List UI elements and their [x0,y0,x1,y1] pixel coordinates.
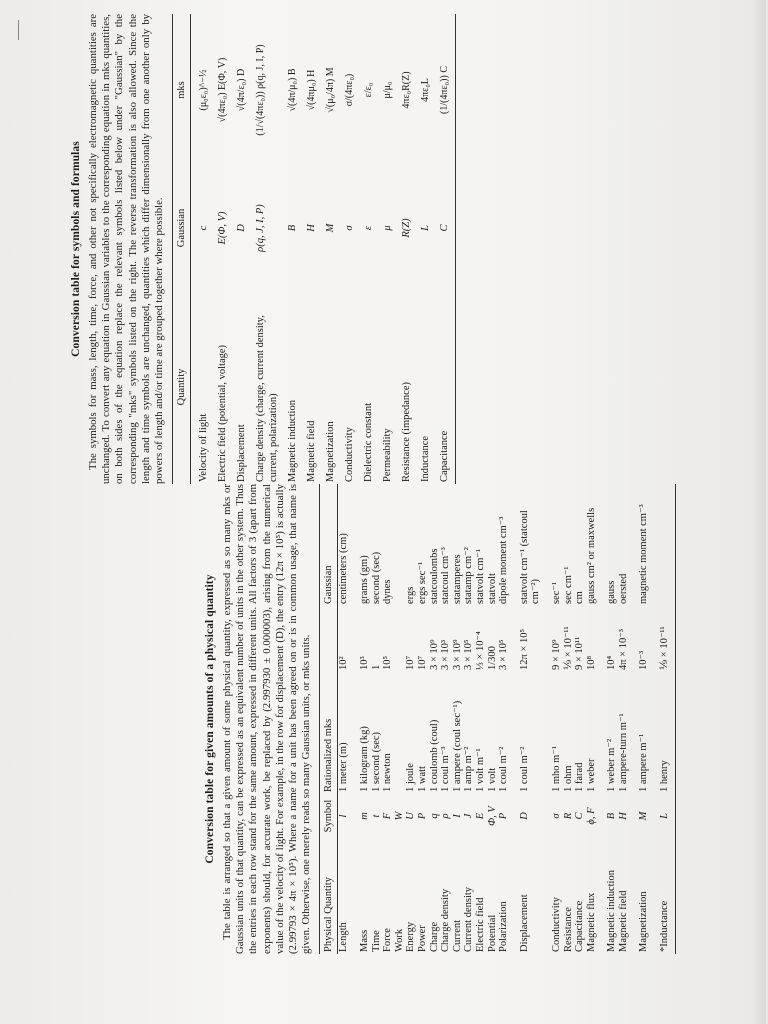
mks-cell: 1 ampere m⁻¹ [638,733,650,792]
factor-cell: 4π × 10⁻³ [617,629,629,670]
factor-cell: 10⁵ [382,655,394,670]
quantity-cell: Magnetic induction [287,400,299,482]
symbol-cell: J [463,813,475,819]
symbol-cell: C [574,812,586,820]
right-section [0,14,768,484]
symbol-cell: ϕ, F [585,807,597,825]
quantity-cell: Permeability [382,428,394,482]
table-row [405,484,417,954]
right-title: Conversion table for symbols and formulas [70,141,82,357]
mks-cell: √(4πε₀) E(Φ, V) [217,57,229,123]
mks-cell: 1 coul m⁻³ [440,746,452,792]
mks-cell: √(4πμ₀) H [306,69,318,111]
quantity-cell: Capacitance [432,290,456,484]
gaussian-cell: statamp cm⁻² [463,547,475,604]
header-mks: mks [173,14,191,166]
mks-cell: 1 amp m⁻² [463,746,475,792]
symbol-cell: Φ, V [486,806,498,826]
factor-cell: 1 [370,664,382,670]
table-row [413,14,432,484]
gaussian-cell: B [287,224,299,232]
factor-cell: 3 × 10⁵ [463,639,475,670]
mks-cell: 1 ampere-turn m⁻¹ [617,713,629,792]
quantity-cell: *Inductance [650,838,675,954]
mks-cell: 1 newton [382,753,394,792]
left-section [0,484,768,954]
table-row [650,484,675,954]
factor-cell: 1/300 [486,646,498,670]
gaussian-cell: magnetic moment cm⁻³ [638,504,650,604]
table-header-row [320,484,338,954]
table-row [280,14,299,484]
mks-cell: 1 weber m⁻² [606,738,618,792]
table-row [229,14,248,484]
table-row [563,484,575,954]
factor-cell: 3 × 10⁹ [428,639,440,670]
symbol-cell: H [617,812,629,820]
right-intro: The symbols for mass, length, time, force, and other not specifically electromagnetic quantities are unchanged. To convert any equation in Gaussian variables to the corresponding equation in mks quantities, on both sides of the equation replace the relevant symbols listed below under "Gaussian" by the corresponding "mks" symbols listed on the right. The reverse transformation is also allowed. Since the length and time symbols are unchanged, quantities which differ dimensionally from one another only by powers of length and/or time are grouped together where possible. [87,14,166,484]
header-rationalized-mks: Rationalized mks [320,672,338,794]
gaussian-cell: ergs sec⁻¹ [416,561,428,604]
mks-cell: 4πε₀R(Z) [401,71,413,109]
mks-cell: 1 meter (m) [338,742,350,792]
table-row [429,484,441,954]
quantity-cell: Electric field [474,897,486,952]
factor-cell: ⅑ × 10⁻¹¹ [650,606,675,672]
mks-cell: 1 second (sec) [370,731,382,792]
quantity-cell: Polarization [498,901,510,952]
mks-cell [394,672,406,794]
table-row [629,484,650,954]
symbol-cell: l [338,814,350,818]
symbol-cell: U [405,812,417,820]
table-row [432,14,456,484]
gaussian-cell: statcoul cm⁻³ [440,547,452,604]
table-row [394,484,406,954]
quantity-cell: Time [370,930,382,952]
quantity-cell: Magnetic flux [585,892,597,952]
symbol-cell: I [451,814,463,818]
mks-cell: 1 mho m⁻¹ [550,745,562,792]
table-row [371,484,383,954]
mks-cell: 1 kilogram (kg) [359,726,371,792]
symbol-cell: m [359,812,371,820]
gaussian-cell: ρ(q, J, I, P) [255,204,267,252]
gaussian-cell: second (sec) [370,551,382,604]
factor-cell: 3 × 10⁵ [498,639,510,670]
table-row [618,484,630,954]
mks-cell: 1 coul m⁻² [498,746,510,792]
symbol-cell: W [393,811,405,821]
gaussian-cell: centimeters (cm) [338,533,350,604]
table-row [463,484,475,954]
symbol-cell: ρ [440,813,452,819]
table-row [452,484,464,954]
table-row [586,484,598,954]
table-row [382,484,394,954]
factor-cell: 9 × 10¹¹ [574,636,586,670]
table-row [350,484,371,954]
quantity-cell: Mass [359,929,371,952]
mks-cell: 1 ohm [562,765,574,792]
symbol-cell: M [638,811,650,821]
mks-cell: 1 volt m⁻¹ [474,748,486,792]
mks-cell: (μ₀ε₀)^−½ [198,69,210,111]
table-row [542,484,563,954]
quantity-cell: Magnetic induction [606,870,618,952]
mks-cell: 1 henry [650,672,675,794]
symbol-cell: σ [550,813,562,819]
symbol-cell: q [428,813,440,819]
table-row [574,484,586,954]
table-row [597,484,618,954]
table-row [299,14,318,484]
mks-cell: 1 joule [405,763,417,792]
factor-cell: 10⁷ [405,655,417,670]
factor-cell [394,606,406,672]
table-row [337,14,356,484]
quantity-cell: Length [338,922,350,952]
mks-cell: 1 volt [486,767,498,792]
gaussian-cell: oersted [617,573,629,604]
header-factor [320,606,338,672]
quantity-cell: Force [382,928,394,952]
quantity-cell: Displacement [518,894,530,952]
header-symbol: Symbol [320,794,338,838]
factor-cell: 10³ [359,656,371,670]
table-row [248,14,280,484]
factor-cell: 9 × 10⁹ [550,639,562,670]
quantity-cell: Displacement [236,424,248,482]
factor-cell: 3 × 10⁹ [451,639,463,670]
mks-cell: 1 watt [416,766,428,792]
quantity-conversion-table [319,484,675,954]
quantity-cell: Potential [486,914,498,952]
gaussian-cell: C [432,166,456,290]
gaussian-cell: statvolt cm⁻¹ (statcoul cm⁻²) [518,510,542,604]
gaussian-cell: L [420,225,432,231]
factor-cell: 10⁸ [585,655,597,670]
gaussian-cell: dynes [382,579,394,604]
symbol-cell: F [382,812,394,820]
quantity-cell: Magnetization [325,421,337,482]
mks-cell: (1/√(4πε₀)) ρ(q, J, I, P) [255,44,267,136]
quantity-cell: Charge [428,921,440,952]
factor-cell: 10² [338,656,350,670]
quantity-cell: Conductivity [550,897,562,952]
factor-cell: 12π × 10⁵ [518,628,530,670]
table-row [356,14,375,484]
gaussian-cell: M [325,223,337,233]
quantity-cell: Charge density [440,888,452,952]
table-row [475,484,487,954]
table-row [318,14,337,484]
quantity-cell: Work [393,928,405,952]
mks-cell: σ/(4πε₀) [344,73,356,107]
quantity-cell: Power [416,925,428,952]
quantity-cell: Current [451,919,463,952]
quantity-cell: Velocity of light [198,413,210,482]
quantity-cell: Inductance [420,435,432,482]
quantity-cell: Dielectric constant [363,402,375,482]
quantity-cell: Electric field (potential, voltage) [217,344,229,482]
gaussian-cell: D [236,224,248,232]
quantity-cell: Resistance (impedance) [401,382,413,482]
mks-cell: √(4π/μ₀) B [287,68,299,112]
gaussian-cell: sec cm⁻¹ [562,566,574,604]
table-row [498,484,510,954]
gaussian-cell: statvolt [486,573,498,604]
header-physical-quantity: Physical Quantity [320,838,338,954]
mks-cell: 1 ampere (coul sec⁻¹) [451,700,463,792]
gaussian-cell: H [306,224,318,232]
mks-cell: 1 weber [585,758,597,792]
table-row [375,14,394,484]
quantity-cell: Charge density (charge, current density, current, polarization) [255,315,280,482]
mks-cell: 1 farad [574,762,586,792]
quantity-cell: Energy [405,921,417,952]
table-row [210,14,229,484]
symbol-cell: R [562,812,574,820]
symbol-table-body [191,14,456,484]
gaussian-cell: statvolt cm⁻¹ [474,548,486,604]
mks-cell: ε/ε₀ [363,82,375,98]
table-row [487,484,499,954]
symbol-cell: P [498,812,510,820]
gaussian-cell: dipole moment cm⁻³ [498,516,510,604]
symbol-cell: t [370,814,382,818]
symbol-cell: E [474,812,486,820]
gaussian-cell: statcoulombs [428,548,440,604]
header-gaussian: Gaussian [320,484,338,606]
mks-cell: 1 coul m⁻² [518,746,530,792]
symbol-conversion-table [172,14,456,484]
gaussian-cell: sec⁻¹ [550,581,562,604]
quantity-cell: Magnetic field [306,420,318,482]
quantity-cell: Resistance [562,907,574,952]
mks-cell: 4πε₀L [420,78,432,102]
table-row [440,484,452,954]
gaussian-cell [650,484,675,606]
table-row [417,484,429,954]
symbol-cell: L [650,794,675,838]
symbol-cell: B [606,812,618,820]
quantity-table-body [338,484,675,954]
factor-cell: ⅑ × 10⁻¹¹ [562,626,574,670]
table-row [338,484,350,954]
mks-cell: μ/μ₀ [382,81,394,99]
factor-cell: 3 × 10³ [440,639,452,670]
quantity-cell: Conductivity [344,427,356,482]
header-quantity: Quantity [173,290,191,484]
table-header-row [173,14,191,484]
factor-cell: 10⁴ [606,655,618,670]
factor-cell: 10⁻³ [638,650,650,670]
factor-cell: ⅓ × 10⁻⁴ [474,631,486,670]
gaussian-cell: R(Z) [401,218,413,238]
quantity-cell: Current density [463,886,475,952]
gaussian-cell: ergs [405,586,417,604]
mks-cell: √(μ₀/4π) M [325,67,337,113]
gaussian-cell: c [198,225,210,231]
gaussian-cell: σ [344,225,356,231]
symbol-cell: D [518,812,530,820]
gaussian-cell: gauss [606,580,618,604]
header-gaussian: Gaussian [173,166,191,290]
quantity-cell: Magnetic field [617,890,629,952]
gaussian-cell: gauss cm² or maxwells [585,507,597,604]
gaussian-cell [394,484,406,606]
factor-cell: 10⁷ [416,655,428,670]
gaussian-cell: grams (gm) [359,555,371,604]
gaussian-cell: ε [363,225,375,231]
left-title: Conversion table for given amounts of a physical quantity [204,574,216,864]
gaussian-cell: statamperes [451,554,463,604]
table-row [394,14,413,484]
mks-cell: √(4π/ε₀) D [236,68,248,112]
left-intro: The table is arranged so that a given amount of some physical quantity, expressed as so many mks or Gaussian units of that quantity, can be expressed as an equivalent number of units in the other system. Thus the entries in each row stand for the same amount, expressed in different units. All factors of 3 (apart from exponents) should, for accurate work, be replaced by (2.997930 ± 0.000003), arising from the numerical value of the velocity of light. For example, in the row for displacement (D), the entry (12π × 10⁵) is actually (2.99793 × 4π × 10⁵). Where a name for a unit has been agreed on or is in common usage, that name is given. Otherwise, one merely reads so many Gaussian units, or mks units. [221,484,313,954]
quantity-cell: Magnetization [638,891,650,952]
quantity-cell: Capacitance [574,900,586,952]
gaussian-cell: E(Φ, V) [217,211,229,245]
table-row [191,14,211,484]
symbol-cell: P [416,812,428,820]
table-row [510,484,542,954]
mks-cell: (1/(4πε₀)) C [432,14,456,166]
gaussian-cell: μ [382,225,394,231]
mks-cell: 1 coulomb (coul) [428,719,440,792]
gaussian-cell: cm [574,591,586,604]
